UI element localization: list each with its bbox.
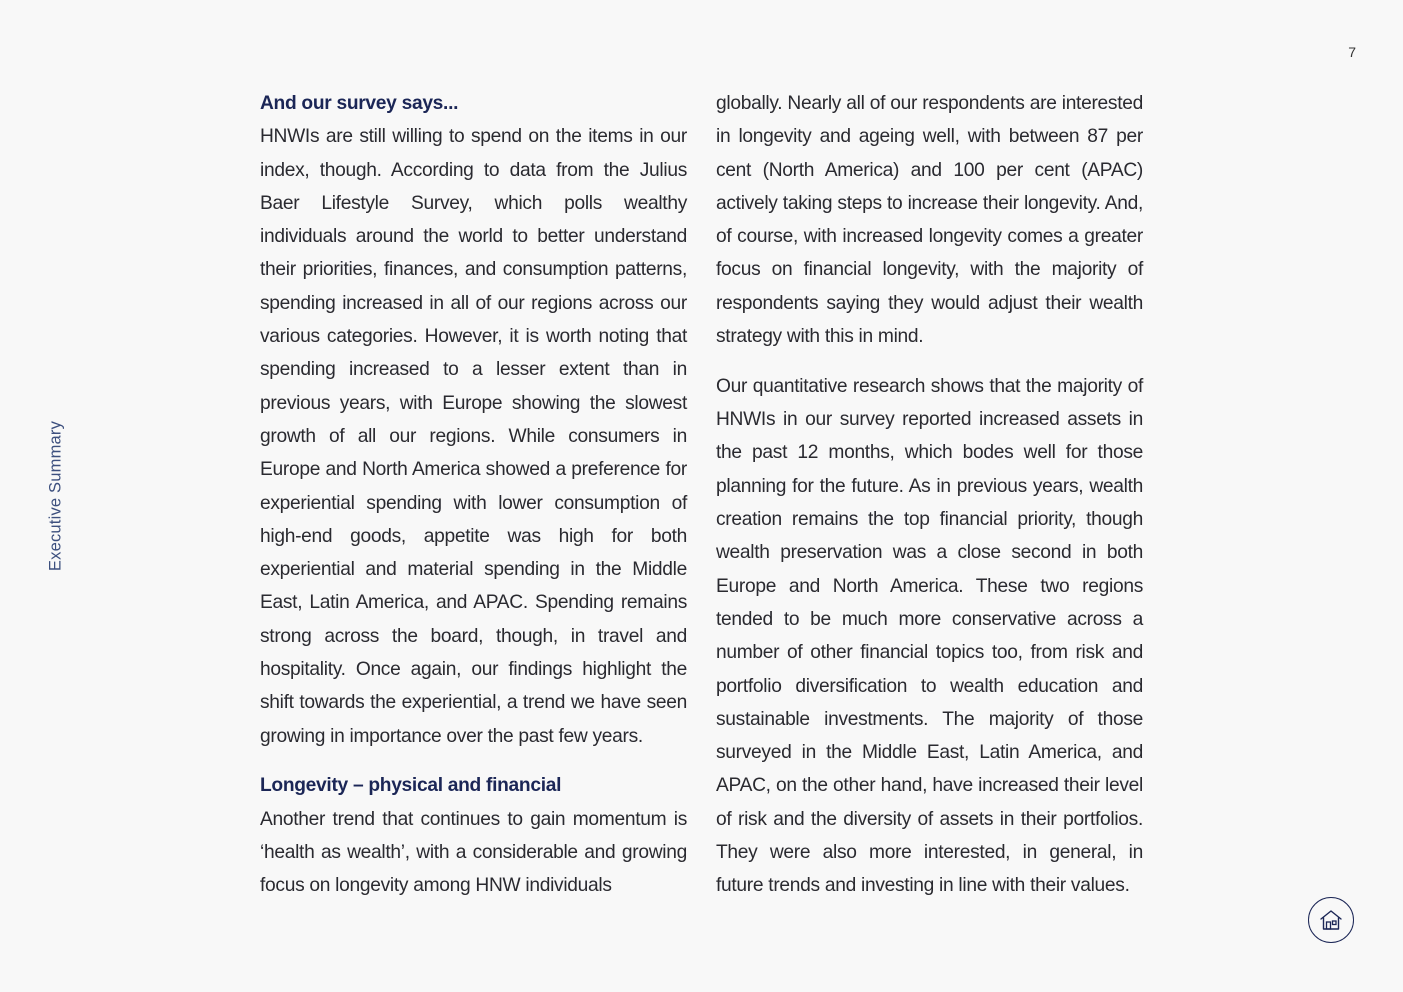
home-icon <box>1318 908 1344 932</box>
longevity-paragraph-start: Another trend that continues to gain momentum is ‘health as wealth’, with a considerable and growing focus on longevity among HNW individuals <box>260 808 687 897</box>
survey-paragraph: HNWIs are still willing to spend on the items in our index, though. According to data from the Julius Baer Lifestyle Survey, which polls wealthy individuals around the world to better understand their priorities, finances, and consumption patterns, spending increased in all of our regions across our various categories. However, it is worth noting that spending increased to a lesser extent than in previous years, with Europe showing the slowest growth of all our regions. While consumers in Europe and North America showed a preference for experiential spending with lower consumption of high-end goods, appetite was high for both experiential and material spending in the Middle East, Latin America, and APAC. Spending remains strong across the board, though, in travel and hospitality. Once again, our findings highlight the shift towards the experiential, a trend we have seen growing in importance over the past few years. <box>260 126 687 747</box>
page-number: 7 <box>1348 44 1356 60</box>
survey-heading: And our survey says... <box>260 93 459 114</box>
quantitative-research-paragraph: Our quantitative research shows that the majority of HNWIs in our survey reported increased assets in the past 12 months, which bodes well for those planning for the future. As in previous years, wealth creation remains the top financial priority, though wealth preservation was a close second in both Europe and North America. These two regions tended to be much more conservative across a number of other financial topics too, from risk and portfolio diversification to wealth education and sustainable investments. The majority of those surveyed in the Middle East, Latin America, and APAC, on the other hand, have increased their level of risk and the diversity of assets in their portfolios. They were also more interested, in general, in future trends and investing in line with their values. <box>716 375 1143 897</box>
right-text-column <box>716 87 1143 903</box>
longevity-paragraph-end: globally. Nearly all of our respondents are interested in longevity and ageing well, with between 87 per cent (North America) and 100 per cent (APAC) actively taking steps to increase their longevity. And, of course, with increased longevity comes a greater focus on financial longevity, with the majority of respondents saying they would adjust their wealth strategy with this in mind. <box>716 93 1143 348</box>
home-button[interactable] <box>1308 897 1354 943</box>
left-text-column <box>260 87 687 903</box>
longevity-heading: Longevity – physical and financial <box>260 775 562 797</box>
section-side-label: Executive Summary <box>46 420 65 572</box>
